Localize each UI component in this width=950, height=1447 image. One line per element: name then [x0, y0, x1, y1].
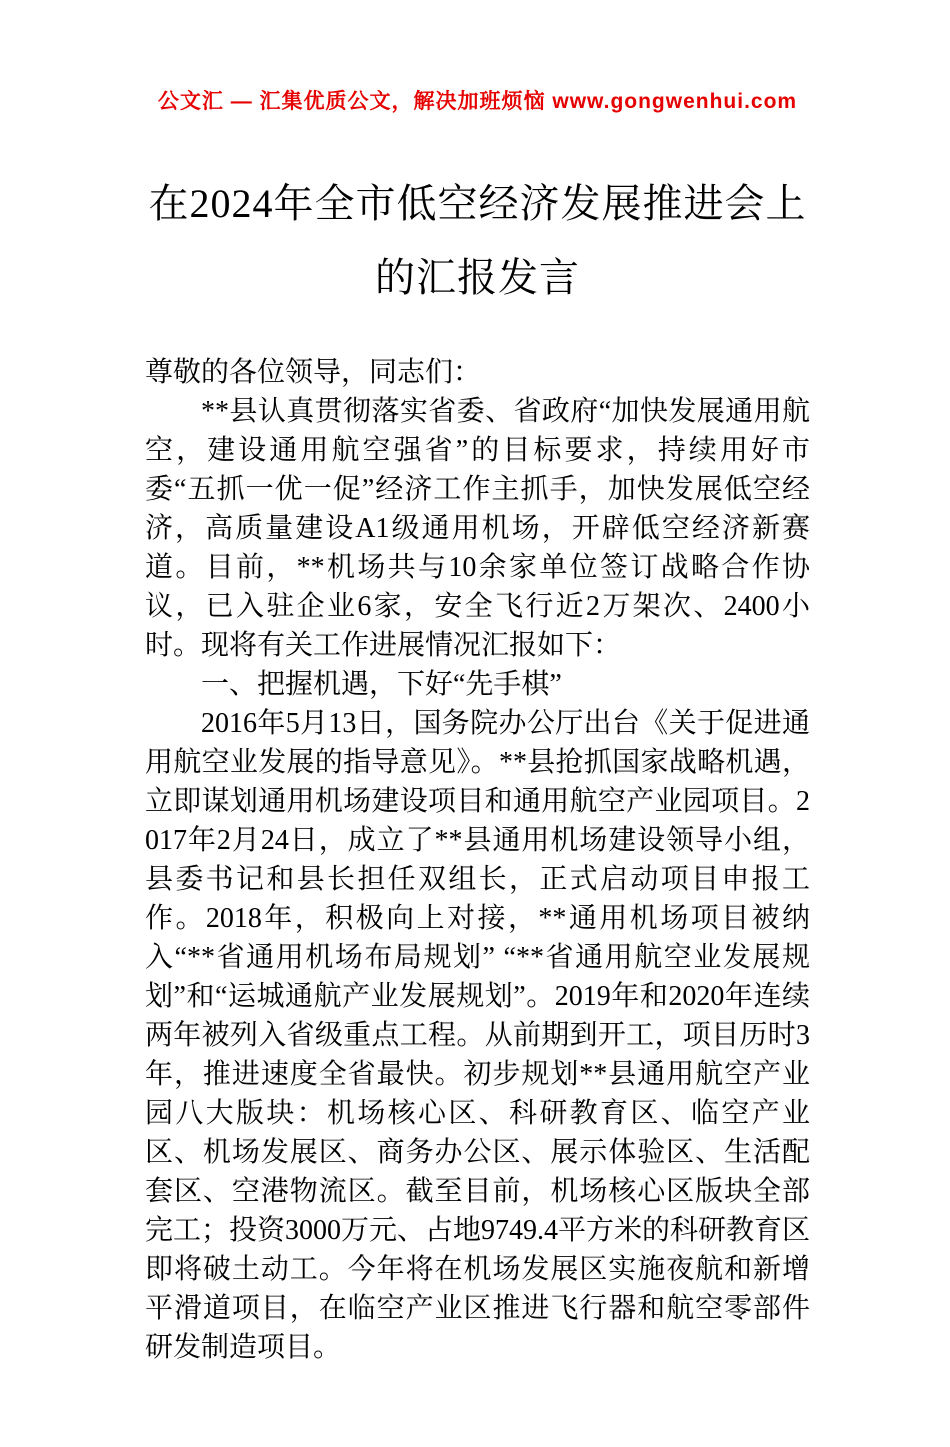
paragraph: 一、把握机遇，下好“先手棋” [201, 669, 562, 701]
document-body [145, 353, 810, 1367]
watermark-header: 公文汇 — 汇集优质公文，解决加班烦恼 www.gongwenhui.com [157, 90, 798, 113]
paragraph: 尊敬的各位领导，同志们： [145, 357, 482, 389]
paragraph: **县认真贯彻落实省委、省政府“加快发展通用航空，建设通用航空强省”的目标要求，持续用好市委“五抓一优一促”经济工作主抓手，加快发展低空经济，高质量建设A1级通用机场，开辟低空经济新赛道。目前，**机场共与10余家单位签订战略合作协议，已入驻企业6家，安全飞行近2万架次、2400小时。现将有关工作进展情况汇报如下： [145, 396, 810, 662]
paragraph: 2016年5月13日，国务院办公厅出台《关于促进通用航空业发展的指导意见》。**县抢抓国家战略机遇，立即谋划通用机场建设项目和通用航空产业园项目。2017年2月24日，成立了**县通用机场建设领导小组，县委书记和县长担任双组长，正式启动项目申报工作。2018年，积极向上对接，**通用机场项目被纳入“**省通用机场布局规划” “**省通用航空业发展规划”和“运城通航产业发展规划”。2019年和2020年连续两年被列入省级重点工程。从前期到开工，项目历时3年，推进速度全省最快。初步规划**县通用航空产业园八大版块：机场核心区、科研教育区、临空产业区、机场发展区、商务办公区、展示体验区、生活配套区、空港物流区。截至目前，机场核心区版块全部完工；投资3000万元、占地9749.4平方米的科研教育区即将破土动工。今年将在机场发展区实施夜航和新增平滑道项目，在临空产业区推进飞行器和航空零部件研发制造项目。 [145, 708, 811, 1364]
document-title: 在2024年全市低空经济发展推进会上的汇报发言 [148, 181, 807, 301]
